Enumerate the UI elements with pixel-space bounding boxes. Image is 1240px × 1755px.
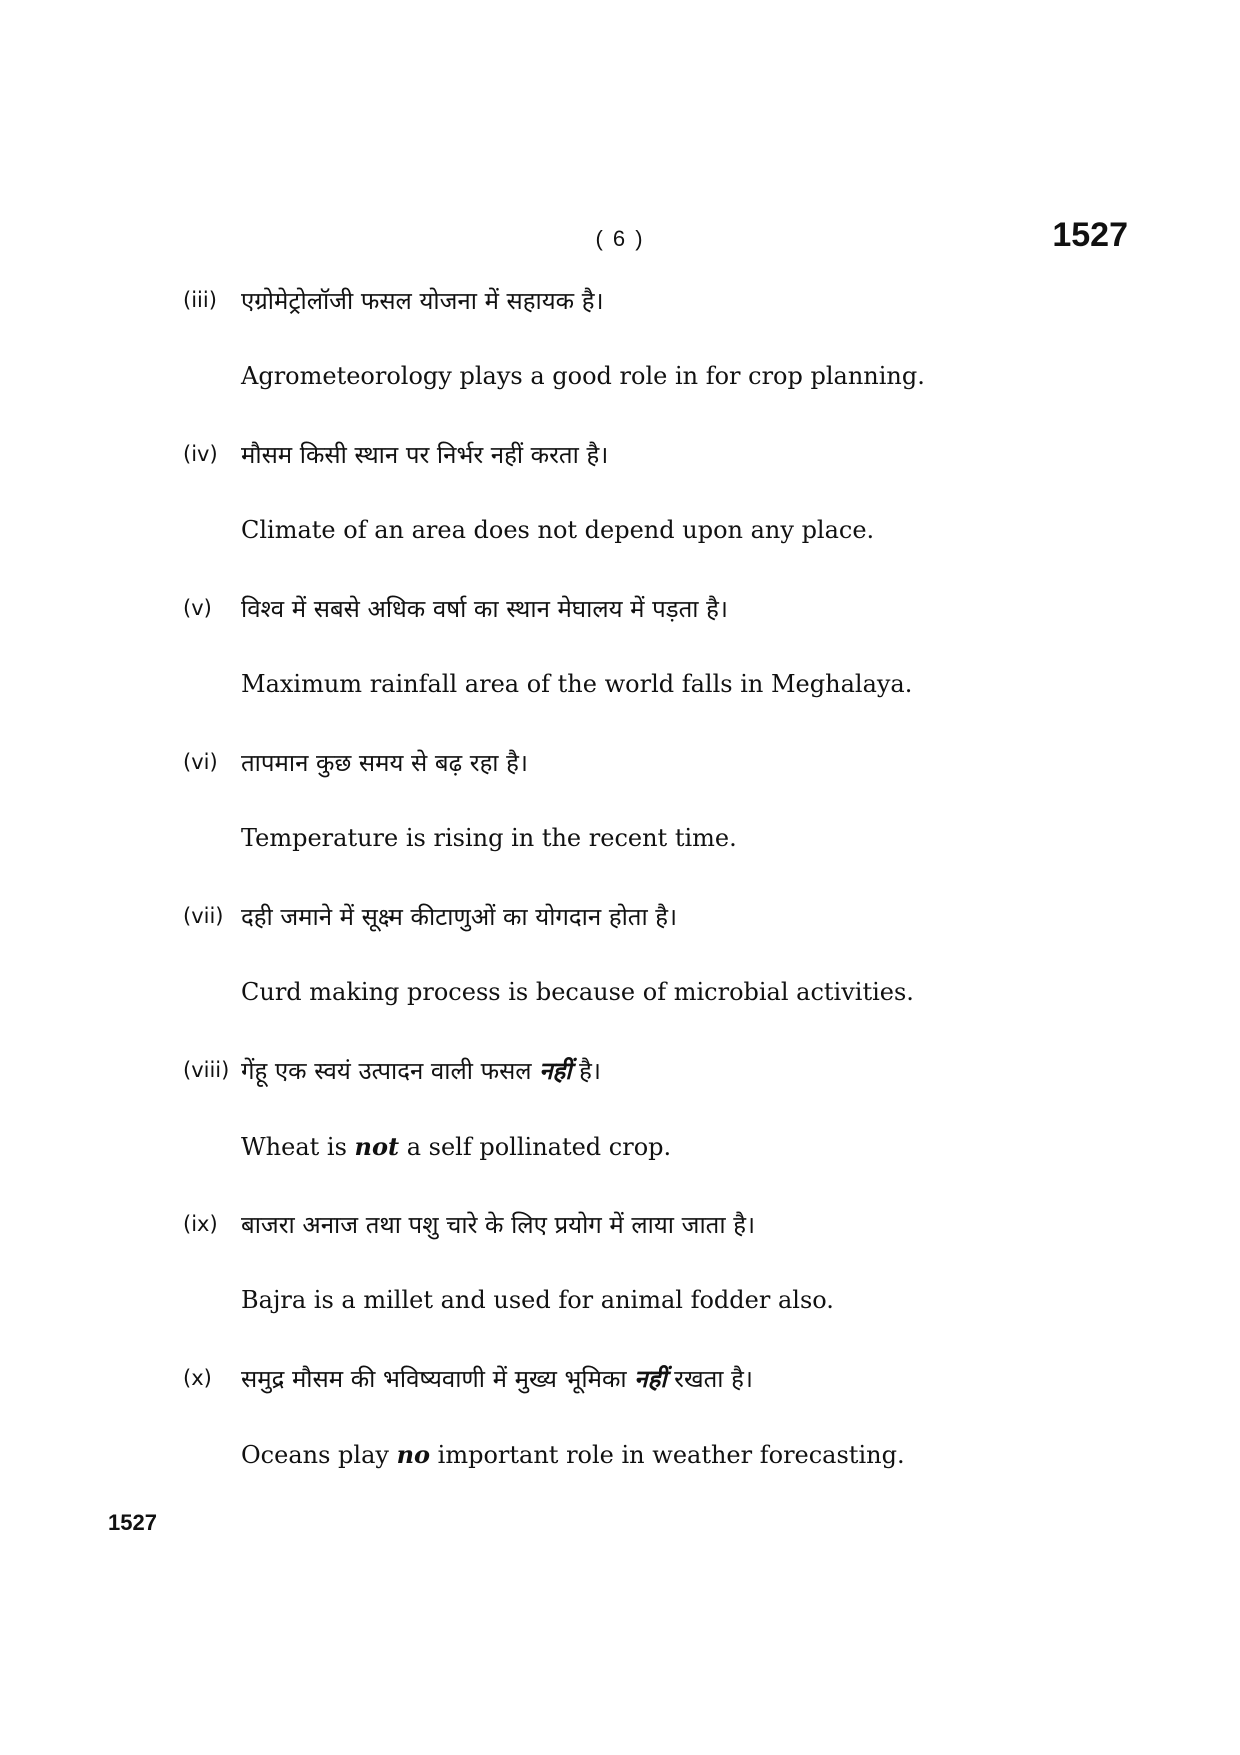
list-item <box>0 592 1240 746</box>
english-emphasis: not <box>354 1132 400 1161</box>
item-number: (iii) <box>183 288 217 312</box>
paper-code-header: 1527 <box>1052 216 1128 254</box>
english-text: Oceans play <box>241 1441 397 1469</box>
hindi-statement: तापमान कुछ समय से बढ़ रहा है। <box>241 749 528 777</box>
hindi-statement: बाजरा अनाज तथा पशु चारे के लिए प्रयोग में लाया जाता है। <box>241 1211 756 1239</box>
paper-code-footer: 1527 <box>108 1510 157 1535</box>
english-statement: Bajra is a millet and used for animal fodder also. <box>241 1286 834 1314</box>
item-number: (v) <box>183 596 212 620</box>
list-item <box>0 746 1240 900</box>
hindi-text: रखता है। <box>666 1365 753 1393</box>
english-statement <box>241 1132 671 1161</box>
hindi-text: समुद्र मौसम की भविष्यवाणी में मुख्य भूमिका <box>241 1365 635 1393</box>
hindi-text: है। <box>571 1057 601 1085</box>
english-text: important role in weather forecasting. <box>430 1441 905 1469</box>
hindi-emphasis: नहीं <box>634 1365 667 1393</box>
english-text: a self pollinated crop. <box>399 1133 672 1161</box>
list-item <box>0 1054 1240 1208</box>
page-number: ( 6 ) <box>595 226 645 251</box>
english-statement: Climate of an area does not depend upon any place. <box>241 516 875 544</box>
hindi-statement: एग्रोमेट्रोलॉजी फसल योजना में सहायक है। <box>241 287 604 315</box>
list-item <box>0 1208 1240 1362</box>
hindi-statement <box>241 1362 753 1395</box>
hindi-statement: विश्व में सबसे अधिक वर्षा का स्थान मेघालय में पड़ता है। <box>241 595 728 623</box>
hindi-text: गेंहू एक स्वयं उत्पादन वाली फसल <box>241 1057 540 1085</box>
list-item <box>0 438 1240 592</box>
english-statement: Agrometeorology plays a good role in for crop planning. <box>241 362 925 390</box>
english-statement: Temperature is rising in the recent time. <box>241 824 737 852</box>
hindi-statement: मौसम किसी स्थान पर निर्भर नहीं करता है। <box>241 441 609 469</box>
item-number: (viii) <box>183 1058 230 1082</box>
hindi-statement <box>241 1054 601 1087</box>
item-number: (x) <box>183 1366 212 1390</box>
english-statement: Maximum rainfall area of the world falls in Meghalaya. <box>241 670 913 698</box>
hindi-emphasis: नहीं <box>539 1057 572 1085</box>
list-item <box>0 1362 1240 1516</box>
list-item <box>0 900 1240 1054</box>
item-number: (ix) <box>183 1212 218 1236</box>
item-number: (iv) <box>183 442 218 466</box>
english-emphasis: no <box>396 1440 431 1469</box>
hindi-statement: दही जमाने में सूक्ष्म कीटाणुओं का योगदान होता है। <box>241 903 678 931</box>
item-number: (vi) <box>183 750 218 774</box>
english-statement <box>241 1440 905 1469</box>
english-statement: Curd making process is because of microbial activities. <box>241 978 914 1006</box>
question-list <box>0 284 1240 1516</box>
english-text: Wheat is <box>241 1133 355 1161</box>
item-number: (vii) <box>183 904 224 928</box>
list-item <box>0 284 1240 438</box>
